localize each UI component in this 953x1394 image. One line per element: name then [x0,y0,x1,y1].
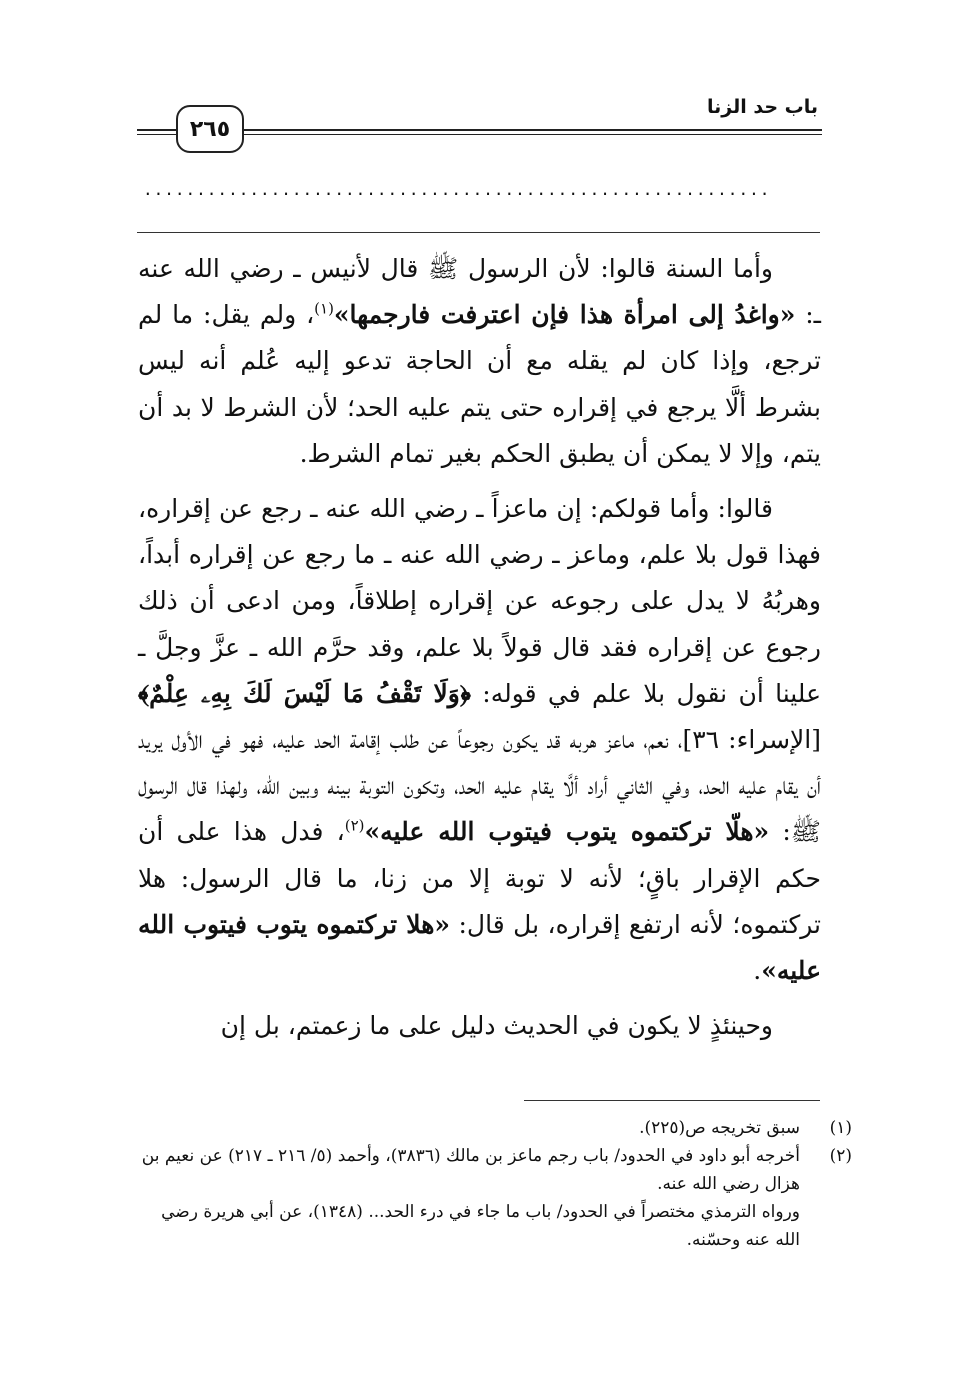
footnotes [138,1114,852,1254]
footnote-ref-1: (١) [314,299,334,318]
hadith-quote: «واغدُ إلى امرأة هذا فإن اعترفت فارجمها» [333,300,796,330]
footnote-text: أخرجه أبو داود في الحدود/ باب رجم ماعز بن مالك (٣٨٣٦)، وأحمد (٥/ ٢١٦ ـ ٢١٧) عن نعيم بن هزال رضي الله عنه. [141,1146,800,1194]
footnote-ref-2: (٢) [344,817,365,836]
footnote-divider [524,1100,820,1101]
header-rule-right [240,129,822,131]
quran-verse: ﴿وَلَا تَقْفُ مَا لَيْسَ لَكَ بِهِۦ عِلْمٌ﴾ [138,678,471,708]
ellipsis-dots: ........................................................... [143,180,771,198]
main-text [138,246,821,1049]
footnote-number: (١) [829,1118,852,1138]
page-number-box [176,105,244,153]
header-rule-left [137,129,177,131]
top-divider [137,232,820,233]
page-number: ٢٦٥ [189,116,231,142]
header-rule-left-under [137,134,177,135]
paragraph-1: وأما السنة قالوا: لأن الرسول ﷺ قال لأنيس ـ رضي الله عنه ـ: «واغدُ إلى امرأة هذا فإن اعترفت فارجمها»$^{(١)}$، ولم يقل: ما لم ترجع، وإذا كان لم يقله مع أن الحاجة تدعو إليه عُلم أنه ليس بشرط ألَّا يرجع في إقراره حتى يتم عليه الحد؛ لأن الشرط لا بد أن يتم، وإلا لا يمكن أن يطبق الحكم بغير تمام الشرط. [138,254,821,468]
footnote-1 [138,1114,852,1142]
hadith-quote: «هلا تركتموه يتوب فيتوب الله عليه» [138,909,821,986]
paragraph-3: وحينئذٍ لا يكون في الحديث دليل على ما زعمتم، بل إن [220,1011,773,1041]
footnote-number: (٢) [829,1146,852,1166]
footnote-text: ورواه الترمذي مختصراً في الحدود/ باب ما جاء في درء الحد... (١٣٤٨)، عن أبي هريرة رضي الله عنه وحسّنه. [161,1202,800,1250]
header-rule-right-under [240,134,822,135]
footnote-2 [138,1142,852,1254]
hadith-quote: «هلّا تركتموه يتوب فيتوب الله عليه» [364,817,770,847]
chapter-title: باب حد الزنا [707,96,818,118]
footnote-text: سبق تخريجه ص(٢٢٥). [639,1118,800,1138]
paragraph-2: قالوا: وأما قولكم: إن ماعزاً ـ رضي الله عنه ـ رجع عن إقراره، فهذا قول بلا علم، وماعز ـ رضي الله عنه ـ ما رجع عن إقراره أبداً، وهربُهُ لا يدل على رجوعه عن إقراره إطلاقاً، ومن ادعى أن ذلك رجوع عن إقراره فقد قال قولاً بلا علم، وقد حرَّم الله ـ عزَّ وجلَّ ـ علينا أن نقول بلا علم في قوله: ﴿وَلَا تَقْفُ مَا لَيْسَ لَكَ بِهِۦ عِلْمٌ﴾ [الإسراء: ٣٦]، نعم، ماعز هربه قد يكون رجوعاً عن طلب إقامة الحد عليه، فهو في الأول يريد أن يقام عليه الحد، وفي الثاني أراد ألَّا يقام عليه الحد، وتكون التوبة بينه وبين الله، ولهذا قال الرسول ﷺ: «هلّا تركتموه يتوب فيتوب الله عليه»$^{(٢)}$، فدل هذا على أن حكم الإقرار باقٍ؛ لأنه لا توبة إلا من زنا، ما قال الرسول: هلا تركتموه؛ لأنه ارتفع إقراره، بل قال: «هلا تركتموه يتوب فيتوب الله عليه». [138,494,821,986]
